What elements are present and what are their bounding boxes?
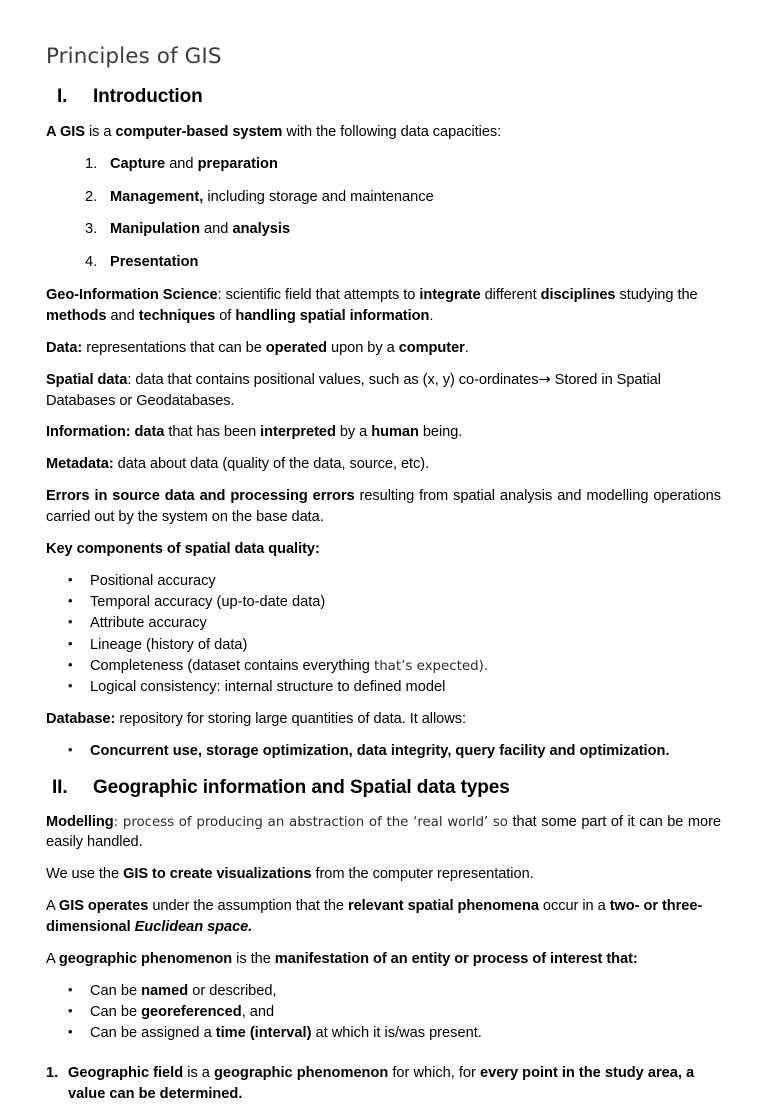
database-bullet-text: Concurrent use, storage optimization, data integrity, query facility and optimization. [90, 743, 670, 760]
term-geoinformation: Geo-Information Science [46, 287, 218, 304]
list-item [46, 677, 721, 698]
spatial-p1: : data that contains positional values, such as (x, y) co-ordinates [127, 371, 539, 388]
list-item [46, 613, 721, 634]
information-p3: being. [418, 424, 463, 441]
list-text [90, 677, 445, 698]
geoinfo-b1: integrate [419, 287, 481, 304]
paragraph-gis-operates [46, 896, 721, 938]
final-p2: for which, for [388, 1064, 480, 1081]
capacity-bold-a: Management, [110, 188, 204, 205]
list-item [46, 1023, 721, 1044]
list-text [90, 741, 670, 762]
data-p1: representations that can be [82, 339, 266, 356]
phenomenon-b2: manifestation of an entity or process of interest that: [274, 950, 638, 967]
section-numeral-2: II. [52, 776, 68, 798]
visualizations-p1: We use the [46, 866, 124, 883]
quality-text: Logical consistency: internal structure to defined model [90, 679, 446, 696]
geoinfo-b4: techniques [138, 307, 216, 324]
geoinfo-p6: . [429, 307, 434, 324]
operates-p1: A [46, 898, 59, 915]
right-arrow-icon: → [538, 370, 551, 388]
phenomenon-b1: geographic phenomenon [58, 950, 233, 967]
definition-geoinformation [46, 285, 721, 327]
intro-bold-2: computer-based system [115, 123, 283, 140]
list-item [46, 741, 721, 762]
list-text [110, 187, 434, 208]
capacity-plain-a: including storage and maintenance [203, 188, 434, 205]
operates-p2: under the assumption that the [148, 898, 348, 915]
quality-items-list [46, 571, 721, 699]
list-text [110, 252, 198, 273]
phenomenon-item-p2: or described, [188, 982, 277, 999]
definition-metadata [46, 454, 721, 475]
capacity-plain-a: and [200, 221, 233, 238]
data-p2: upon by a [327, 339, 399, 356]
phenomenon-item-p2: , and [241, 1004, 275, 1021]
geoinfo-b2: disciplines [540, 287, 616, 304]
phenomenon-item-p2: at which it is/was present. [311, 1025, 482, 1042]
information-b2: interpreted [260, 424, 336, 441]
list-item [46, 981, 721, 1002]
final-b2: geographic phenomenon [213, 1064, 389, 1081]
final-p1: is a [183, 1064, 214, 1081]
list-item [46, 154, 721, 175]
capacities-list [46, 154, 721, 273]
list-text [110, 154, 278, 175]
list-marker: 3. [85, 221, 98, 238]
list-item [46, 571, 721, 592]
information-p1: that has been [164, 424, 261, 441]
database-p1: repository for storing large quantities of data. It allows: [115, 711, 466, 728]
modelling-p1: that some part of it can be more easily handled. [46, 813, 721, 851]
quality-text: Lineage (history of data) [90, 636, 248, 653]
term-metadata: Metadata: [46, 456, 114, 473]
bullet-icon: • [68, 981, 73, 997]
geoinfo-b3: methods [46, 307, 107, 324]
visualizations-p2: from the computer representation. [311, 866, 534, 883]
information-p2: by a [335, 424, 372, 441]
list-marker: 2. [85, 188, 98, 205]
list-marker: 1. [85, 155, 98, 172]
capacity-bold-a: Manipulation [110, 221, 200, 238]
phenomenon-item-p1: Can be assigned a [90, 1025, 216, 1042]
data-b1: operated [265, 339, 328, 356]
list-text [90, 613, 207, 634]
capacity-bold-a: Capture [110, 155, 166, 172]
visualizations-b1: GIS to create visualizations [123, 866, 312, 883]
geoinfo-p1: : scientific field that attempts to [217, 287, 420, 304]
bullet-icon: • [68, 635, 73, 651]
list-text [90, 635, 247, 656]
list-item [46, 187, 721, 208]
quality-text: Positional accuracy [90, 572, 216, 589]
list-text [90, 1023, 482, 1044]
intro-lead: A GIS [46, 123, 85, 140]
geoinfo-p4: and [106, 307, 139, 324]
list-item [46, 1002, 721, 1023]
paragraph-geographic-phenomenon [46, 949, 721, 970]
definition-information [46, 422, 721, 443]
database-features-list [46, 741, 721, 762]
section-title-1: Introduction [93, 85, 203, 107]
section-heading-2 [46, 777, 721, 799]
data-p3: . [464, 339, 469, 356]
list-text [90, 1002, 274, 1023]
list-item [46, 635, 721, 656]
section-numeral-1: I. [57, 85, 68, 107]
information-b3: human [371, 424, 419, 441]
list-item [46, 252, 721, 273]
quality-heading [46, 539, 721, 560]
phenomenon-items-list [46, 981, 721, 1045]
bullet-icon: • [68, 656, 73, 672]
capacity-bold-b: analysis [232, 221, 291, 238]
errors-p1: resulting from spatial analysis and modelling operations carried out by the system on the base data. [46, 488, 721, 525]
spatial-p2: Stored in Spatial Databases or Geodatabases. [46, 371, 661, 409]
operates-b1: GIS operates [58, 898, 149, 915]
final-b1: Geographic field [68, 1064, 184, 1081]
phenomenon-item-b1: named [141, 982, 189, 999]
section-title-2: Geographic information and Spatial data types [93, 776, 510, 798]
definition-database [46, 709, 721, 730]
paragraph-visualizations [46, 864, 721, 885]
phenomenon-p2: is the [232, 950, 275, 967]
data-b2: computer [398, 339, 465, 356]
bullet-icon: • [68, 742, 73, 758]
operates-b3: two- or three-dimensional [46, 898, 703, 936]
final-b3: every point in the study area, a value can be determined. [68, 1064, 695, 1102]
definition-modelling [46, 812, 721, 854]
geoinfo-b5: handling spatial information [235, 307, 430, 324]
term-errors: Errors in source data and processing errors [46, 488, 355, 505]
list-text [90, 656, 488, 677]
list-marker: 1. [46, 1064, 59, 1081]
quality-text-special: that’s expected). [373, 658, 489, 674]
section-heading-1 [46, 86, 721, 108]
term-information: Information: [46, 424, 131, 441]
list-item [46, 219, 721, 240]
operates-euclidean-space: Euclidean space. [134, 919, 253, 936]
list-marker: 4. [85, 254, 98, 271]
list-item [46, 1063, 721, 1105]
geoinfo-p5: of [215, 307, 236, 324]
phenomenon-item-b1: time (interval) [215, 1025, 312, 1042]
page-title: Principles of GIS [46, 44, 222, 69]
metadata-p1: data about data (quality of the data, source, etc). [113, 456, 430, 473]
modelling-light-text: : process of producing an abstraction of the ‘real world’ so [113, 814, 508, 830]
term-modelling: Modelling [46, 813, 114, 830]
list-text [90, 592, 325, 613]
phenomenon-item-b1: georeferenced [141, 1004, 242, 1021]
quality-text: Completeness (dataset contains everything [90, 657, 374, 674]
term-spatial-data: Spatial data [46, 371, 128, 388]
capacity-bold-a: Presentation [110, 254, 199, 271]
geoinfo-p2: different [480, 287, 541, 304]
quality-heading-text: Key components of spatial data quality: [46, 540, 320, 557]
list-text [90, 571, 216, 592]
capacity-plain-a: and [165, 155, 198, 172]
operates-b2: relevant spatial phenomena [347, 898, 539, 915]
list-item [46, 656, 721, 677]
intro-paragraph [46, 122, 721, 143]
quality-text: Temporal accuracy (up-to-date data) [90, 593, 326, 610]
list-text [68, 1063, 721, 1105]
list-text [110, 219, 290, 240]
operates-p3: occur in a [538, 898, 610, 915]
bullet-icon: • [68, 1024, 73, 1040]
phenomenon-item-p1: Can be [90, 982, 142, 999]
geographic-field-list [46, 1063, 721, 1105]
list-text [90, 981, 277, 1002]
term-database: Database: [46, 711, 116, 728]
phenomenon-item-p1: Can be [90, 1004, 142, 1021]
term-data: Data: [46, 339, 83, 356]
definition-errors [46, 486, 721, 528]
phenomenon-p1: A [46, 950, 59, 967]
bullet-icon: • [68, 571, 73, 587]
capacity-bold-b: preparation [197, 155, 278, 172]
bullet-icon: • [68, 614, 73, 630]
information-b1: data [130, 424, 165, 441]
definition-data [46, 338, 721, 359]
quality-text: Attribute accuracy [90, 615, 207, 632]
list-item [46, 592, 721, 613]
definition-spatial-data [46, 370, 721, 412]
intro-mid: is a [84, 123, 116, 140]
bullet-icon: • [68, 1003, 73, 1019]
bullet-icon: • [68, 592, 73, 608]
intro-tail: with the following data capacities: [282, 123, 502, 140]
geoinfo-p3: studying the [615, 287, 698, 304]
bullet-icon: • [68, 678, 73, 694]
